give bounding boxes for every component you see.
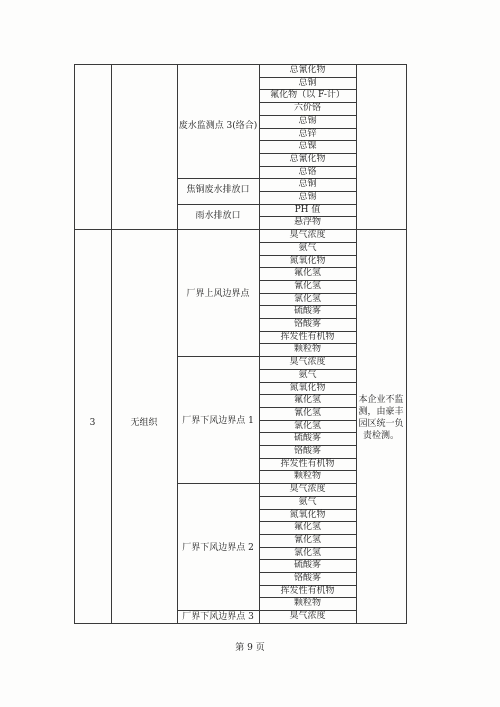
point-cell: 雨水排放口 <box>195 211 241 221</box>
item-cell: 颗粒物 <box>293 344 321 355</box>
group-rule <box>177 178 259 179</box>
item-cell: 氰化氢 <box>293 407 321 418</box>
item-cell: 颗粒物 <box>293 598 321 609</box>
remark-cell: 本企业不监测，由豪丰园区统一负责检测。 <box>358 395 404 441</box>
item-cell: 总氰化物 <box>289 65 326 75</box>
item-cell: 总铜 <box>298 179 317 190</box>
point-cell: 厂界下风边界点 3 <box>182 612 254 622</box>
item-cell: 氟化氢 <box>293 268 321 279</box>
column-rule <box>74 64 75 624</box>
column-rule <box>406 64 407 624</box>
item-cell: 臭气浓度 <box>289 357 326 368</box>
point-cell: 废水监测点 3(络合) <box>178 121 258 131</box>
item-cell: 硫酸雾 <box>293 433 321 444</box>
item-cell: 氮氧化物 <box>289 255 326 266</box>
item-cell: PH 值 <box>294 204 321 215</box>
item-cell: 硫酸雾 <box>293 560 321 571</box>
item-cell: 六价铬 <box>293 103 321 114</box>
item-cell: 铬酸雾 <box>293 319 321 329</box>
item-cell: 氨气 <box>298 496 317 507</box>
group-rule <box>177 483 259 484</box>
item-cell: 氮氧化物 <box>289 509 326 520</box>
item-cell: 铬酸雾 <box>293 446 321 456</box>
column-rule <box>111 64 112 624</box>
item-cell: 挥发性有机物 <box>280 331 335 342</box>
item-cell: 氨气 <box>298 242 317 253</box>
item-cell: 悬浮物 <box>293 217 321 228</box>
item-cell: 硫酸雾 <box>293 306 321 317</box>
item-cell: 臭气浓度 <box>289 230 326 241</box>
item-cell: 氯化氢 <box>293 420 321 431</box>
item-cell: 氟化氢 <box>293 522 321 533</box>
point-cell: 厂界上风边界点 <box>186 289 250 299</box>
group-rule <box>177 610 259 611</box>
point-cell: 厂界下风边界点 2 <box>182 543 254 553</box>
item-cell: 铬酸雾 <box>293 573 321 583</box>
point-cell: 厂界下风边界点 1 <box>182 416 254 426</box>
item-cell: 总锡 <box>298 192 317 202</box>
item-cell: 氟化物（以 F-计） <box>270 90 345 101</box>
item-cell: 总铬 <box>298 166 317 177</box>
item-cell: 氟化氢 <box>293 395 321 406</box>
item-cell: 臭气浓度 <box>289 484 326 495</box>
item-cell: 总氰化物 <box>289 153 326 164</box>
item-cell: 臭气浓度 <box>289 611 326 622</box>
point-cell: 焦铜废水排放口 <box>186 185 250 195</box>
item-cell: 总锡 <box>298 115 317 126</box>
item-cell: 挥发性有机物 <box>280 458 335 469</box>
column-rule <box>356 64 357 624</box>
item-cell: 氮氧化物 <box>289 382 326 393</box>
item-cell: 氰化氢 <box>293 534 321 545</box>
item-cell: 颗粒物 <box>293 471 321 482</box>
column-rule <box>177 64 178 624</box>
group-rule <box>177 356 259 357</box>
item-cell: 氯化氢 <box>293 547 321 558</box>
item-cell: 总铜 <box>298 77 317 88</box>
item-cell: 挥发性有机物 <box>280 585 335 596</box>
item-cell: 氨气 <box>298 369 317 380</box>
table-top-rule <box>74 64 406 65</box>
item-cell: 总锌 <box>298 128 317 139</box>
page-number: 第 9 页 <box>235 643 265 653</box>
row-number: 3 <box>89 418 96 428</box>
item-cell: 氰化氢 <box>293 280 321 291</box>
section-rule <box>74 229 406 230</box>
item-cell: 总镍 <box>298 141 317 152</box>
item-cell: 氯化氢 <box>293 293 321 304</box>
category-cell: 无组织 <box>130 418 158 428</box>
group-rule <box>177 204 259 205</box>
